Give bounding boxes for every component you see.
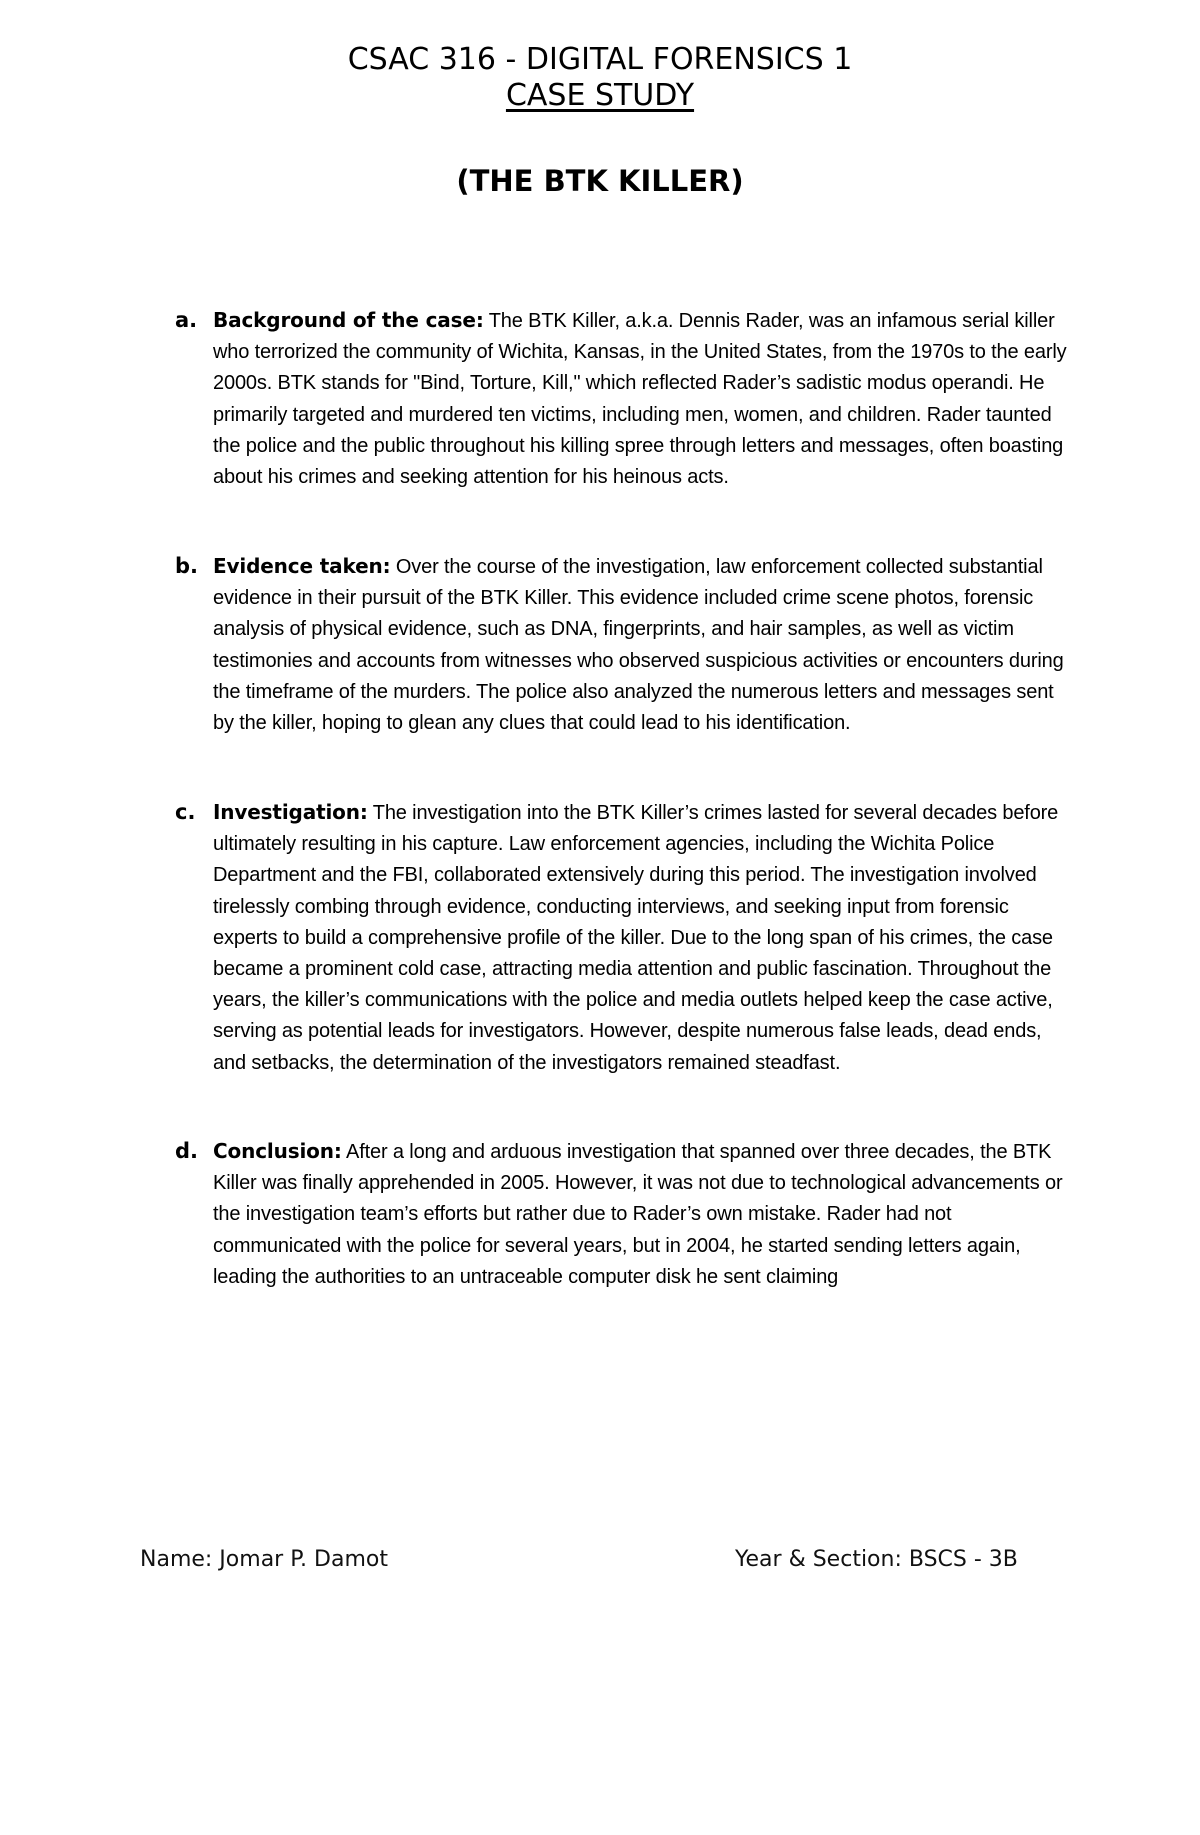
course-title: CSAC 316 - DIGITAL FORENSICS 1: [347, 42, 853, 77]
section-heading: Investigation:: [213, 800, 368, 824]
section-heading: Conclusion:: [213, 1139, 342, 1163]
section-text: Over the course of the investigation, law enforcement collected substantial evidence in their pursuit of the BTK Killer. This evidence included crime scene photos, forensic analysis of physical evidence, such as DNA, fingerprints, and hair samples, as well as victim testimonies and accounts from witnesses who observed suspicious activities or encounters during the timeframe of the murders. The police also analyzed the numerous letters and messages sent by the killer, hoping to glean any clues that could lead to his identification.: [213, 556, 1064, 735]
section-text: The BTK Killer, a.k.a. Dennis Rader, was an infamous serial killer who terrorized the community of Wichita, Kansas, in the United States, from the 1970s to the early 2000s. BTK stands for "Bind, Torture, Kill," which reflected Rader’s sadistic modus operandi. He primarily targeted and murdered ten victims, including men, women, and children. Rader taunted the police and the public throughout his killing spree through letters and messages, often boasting about his crimes and seeking attention for his heinous acts.: [213, 310, 1067, 489]
section-text: The investigation into the BTK Killer’s crimes lasted for several decades before ultimately resulting in his capture. Law enforcement agencies, including the Wichita Police Department and the FBI, collaborated extensively during this period. The investigation involved tirelessly combing through evidence, conducting interviews, and seeking input from forensic experts to build a comprehensive profile of the killer. Due to the long span of his crimes, the case became a prominent cold case, attracting media attention and public fascination. Throughout the years, the killer’s communications with the police and media outlets helped keep the case active, serving as potential leads for investigators. However, despite numerous false leads, dead ends, and setbacks, the determination of the investigators remained steadfast.: [213, 802, 1059, 1074]
section-heading: Background of the case:: [213, 308, 484, 332]
student-name: Name: Jomar P. Damot: [140, 1547, 388, 1572]
section-marker: c.: [175, 800, 196, 824]
section-text: After a long and arduous investigation that spanned over three decades, the BTK Killer was finally apprehended in 2005. However, it was not due to technological advancements or the investigation team’s efforts but rather due to Rader’s own mistake. Rader had not communicated with the police for several years, but in 2004, he started sending letters again, leading the authorities to an untraceable computer disk he sent claiming: [213, 1141, 1063, 1288]
section-investigation: [175, 797, 1075, 1079]
section-heading: Evidence taken:: [213, 554, 391, 578]
section-body: [213, 797, 1075, 1079]
case-name: (THE BTK KILLER): [456, 164, 744, 198]
section-evidence: [175, 551, 1075, 739]
section-marker: a.: [175, 308, 198, 332]
section-marker: b.: [175, 554, 199, 578]
section-marker: d.: [175, 1139, 199, 1163]
section-body: [213, 1136, 1075, 1293]
year-section: Year & Section: BSCS - 3B: [735, 1547, 1018, 1572]
section-body: [213, 305, 1075, 493]
section-background: [175, 305, 1075, 493]
section-conclusion: [175, 1136, 1075, 1293]
section-body: [213, 551, 1075, 739]
document-type: CASE STUDY: [505, 78, 695, 113]
